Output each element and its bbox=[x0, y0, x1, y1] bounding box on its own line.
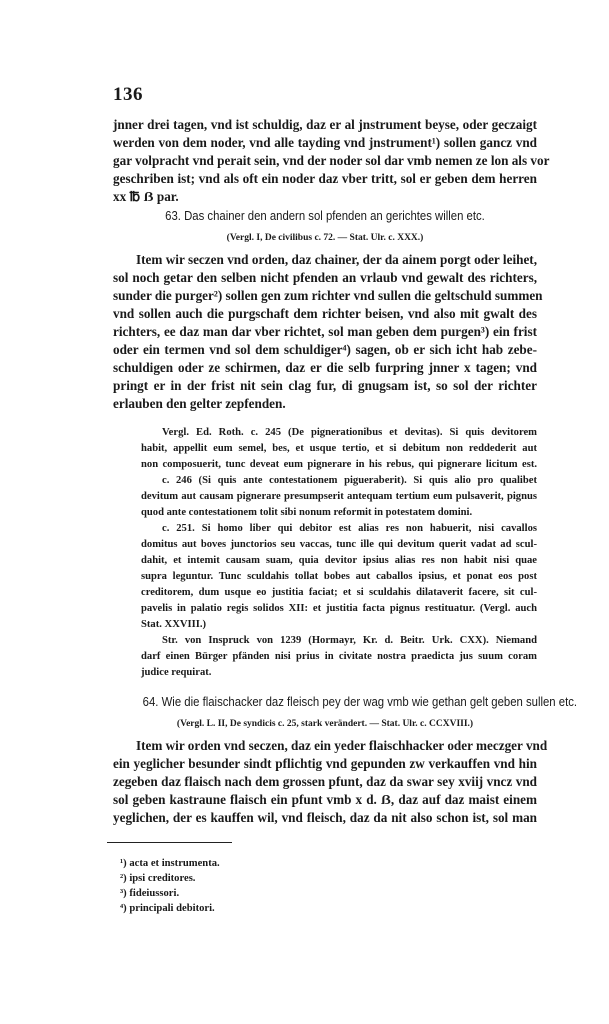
text-line: Item wir seczen vnd orden, daz chainer, der da ainem porgt oder leihet, bbox=[136, 252, 537, 267]
footnote-divider bbox=[107, 842, 232, 843]
footnote: ⁴) principali debitori. bbox=[120, 903, 215, 914]
text-line: werden von dem noder, vnd alle tayding vnd jnstrument¹) sollen gancz vnd bbox=[113, 135, 537, 150]
text-line: ein yeglicher besunder sindt pflichtig vnd gepunden zw verkauffen vnd hin bbox=[113, 756, 537, 771]
section-63-heading: 63. Das chainer den andern sol pfenden an gerichtes willen etc. bbox=[165, 208, 485, 223]
text-line: sunder die purger²) sollen gen zum richter vnd sullen die geltschuld summen bbox=[113, 288, 543, 303]
note-line: dahit, et intemit causam suam, quia devitor ipsius alias res non habit nisi quae bbox=[141, 555, 537, 566]
text-line: pringt er in der frist nit sein clag fur, di gnugsam ist, so sol der richter bbox=[113, 378, 537, 393]
text-line: oder ein termen vnd sol dem schuldiger⁴) sagen, ob er sich icht hab zebe- bbox=[113, 342, 537, 357]
text-line: gar volpracht vnd perait sein, vnd der noder sol dar vmb nemen ze lon als vor bbox=[113, 153, 550, 168]
footnote: ³) fideiussori. bbox=[120, 888, 180, 899]
text-line: vnd sollen auch die purgschaft dem richter beisen, vnd also mit gwalt des bbox=[113, 306, 537, 321]
note-line: darf einen Bürger pfänden nisi prius in civitate nostra praedicta jus suum coram bbox=[141, 651, 537, 662]
note-line: judice requirat. bbox=[141, 667, 212, 678]
footnote: ¹) acta et instrumenta. bbox=[120, 858, 220, 869]
note-line: Stat. XXVIII.) bbox=[141, 619, 207, 630]
note-line: c. 246 (Si quis ante contestationem pigueraberit). Si quis alio pro qualibet bbox=[162, 475, 537, 486]
text-line: richters, ee daz man dar vber richtet, sol man geben dem purgen³) ein frist bbox=[113, 324, 537, 339]
note-line: habit, appellit eum semel, bes, et usque tertio, et si debitum non reddederit aut bbox=[141, 443, 537, 454]
note-line: Str. von Inspruck von 1239 (Hormayr, Kr. d. Beitr. Urk. CXX). Niemand bbox=[162, 635, 537, 646]
note-line: domitus aut boves junctorios seu vaccas, tunc ille qui devitum querit vadat ad scul- bbox=[141, 539, 537, 550]
text-line: jnner drei tagen, vnd ist schuldig, daz er al jnstrument beyse, oder geczaigt bbox=[113, 117, 537, 132]
page-number: 136 bbox=[113, 84, 143, 105]
note-line: Vergl. Ed. Roth. c. 245 (De pignerationibus et devitas). Si quis devitorem bbox=[162, 427, 537, 438]
note-line: creditorem, dum usque eo justitia faciat; et si sculdahis dilataverit facere, sit cul- bbox=[141, 587, 537, 598]
section-63-reference: (Vergl. I, De civilibus c. 72. — Stat. Ulr. c. XXX.) bbox=[226, 233, 424, 243]
text-line: yeglichen, der es kauffen wil, vnd fleisch, daz da nit also schon ist, sol man bbox=[113, 810, 537, 825]
note-line: c. 251. Si homo liber qui debitor est alias res non habuerit, nisi cavallos bbox=[162, 523, 537, 534]
section-64-heading: 64. Wie die flaischacker daz fleisch pey der wag vmb wie gethan gelt geben sullen etc. bbox=[142, 694, 578, 709]
note-line: quod ante contestationem tolit sibi nonum reformit in potestatem domini. bbox=[141, 507, 473, 518]
text-line: schuldigen oder ze schirmen, daz er die selb furpring jnner x tagen; vnd bbox=[113, 360, 537, 375]
note-line: devitum aut causam pignerare presumpserit antequam tertium eum pulsaverit, pignus bbox=[141, 491, 537, 502]
text-line: sol geben kastraune flaisch ein pfunt vmb x d. ẞ, daz auf daz maist einem bbox=[113, 792, 537, 807]
text-line: zegeben daz flaisch nach dem grossen pfunt, daz da swar sey xviij vncz vnd bbox=[113, 774, 537, 789]
text-line: erlauben den gelter zepfenden. bbox=[113, 396, 286, 411]
text-line: sol noch getar den selben nicht pfenden an vrlaub vnd gewalt des richters, bbox=[113, 270, 537, 285]
note-line: supra leguntur. Tunc sculdahis tollat bobes aut caballos ipsius, et ponat eos post bbox=[141, 571, 537, 582]
note-line: pavelis in palatio regis solidos XII: et justitia facta pignus restituatur. (Vergl. auch bbox=[141, 603, 537, 614]
section-64-reference: (Vergl. L. II, De syndicis c. 25, stark verändert. — Stat. Ulr. c. CCXVIII.) bbox=[176, 719, 474, 729]
note-line: non composuerit, tunc deveat eum pignerare in his rebus, qui pignerare licitum est. bbox=[141, 459, 537, 470]
text-line: geschriben ist; vnd als oft ein noder daz vber tritt, sol er geben dem herren bbox=[113, 171, 537, 186]
text-line: xx ℔ ẞ par. bbox=[113, 189, 179, 204]
text-line: Item wir orden vnd seczen, daz ein yeder flaischhacker oder meczger vnd bbox=[136, 738, 548, 753]
footnote: ²) ipsi creditores. bbox=[120, 873, 196, 884]
